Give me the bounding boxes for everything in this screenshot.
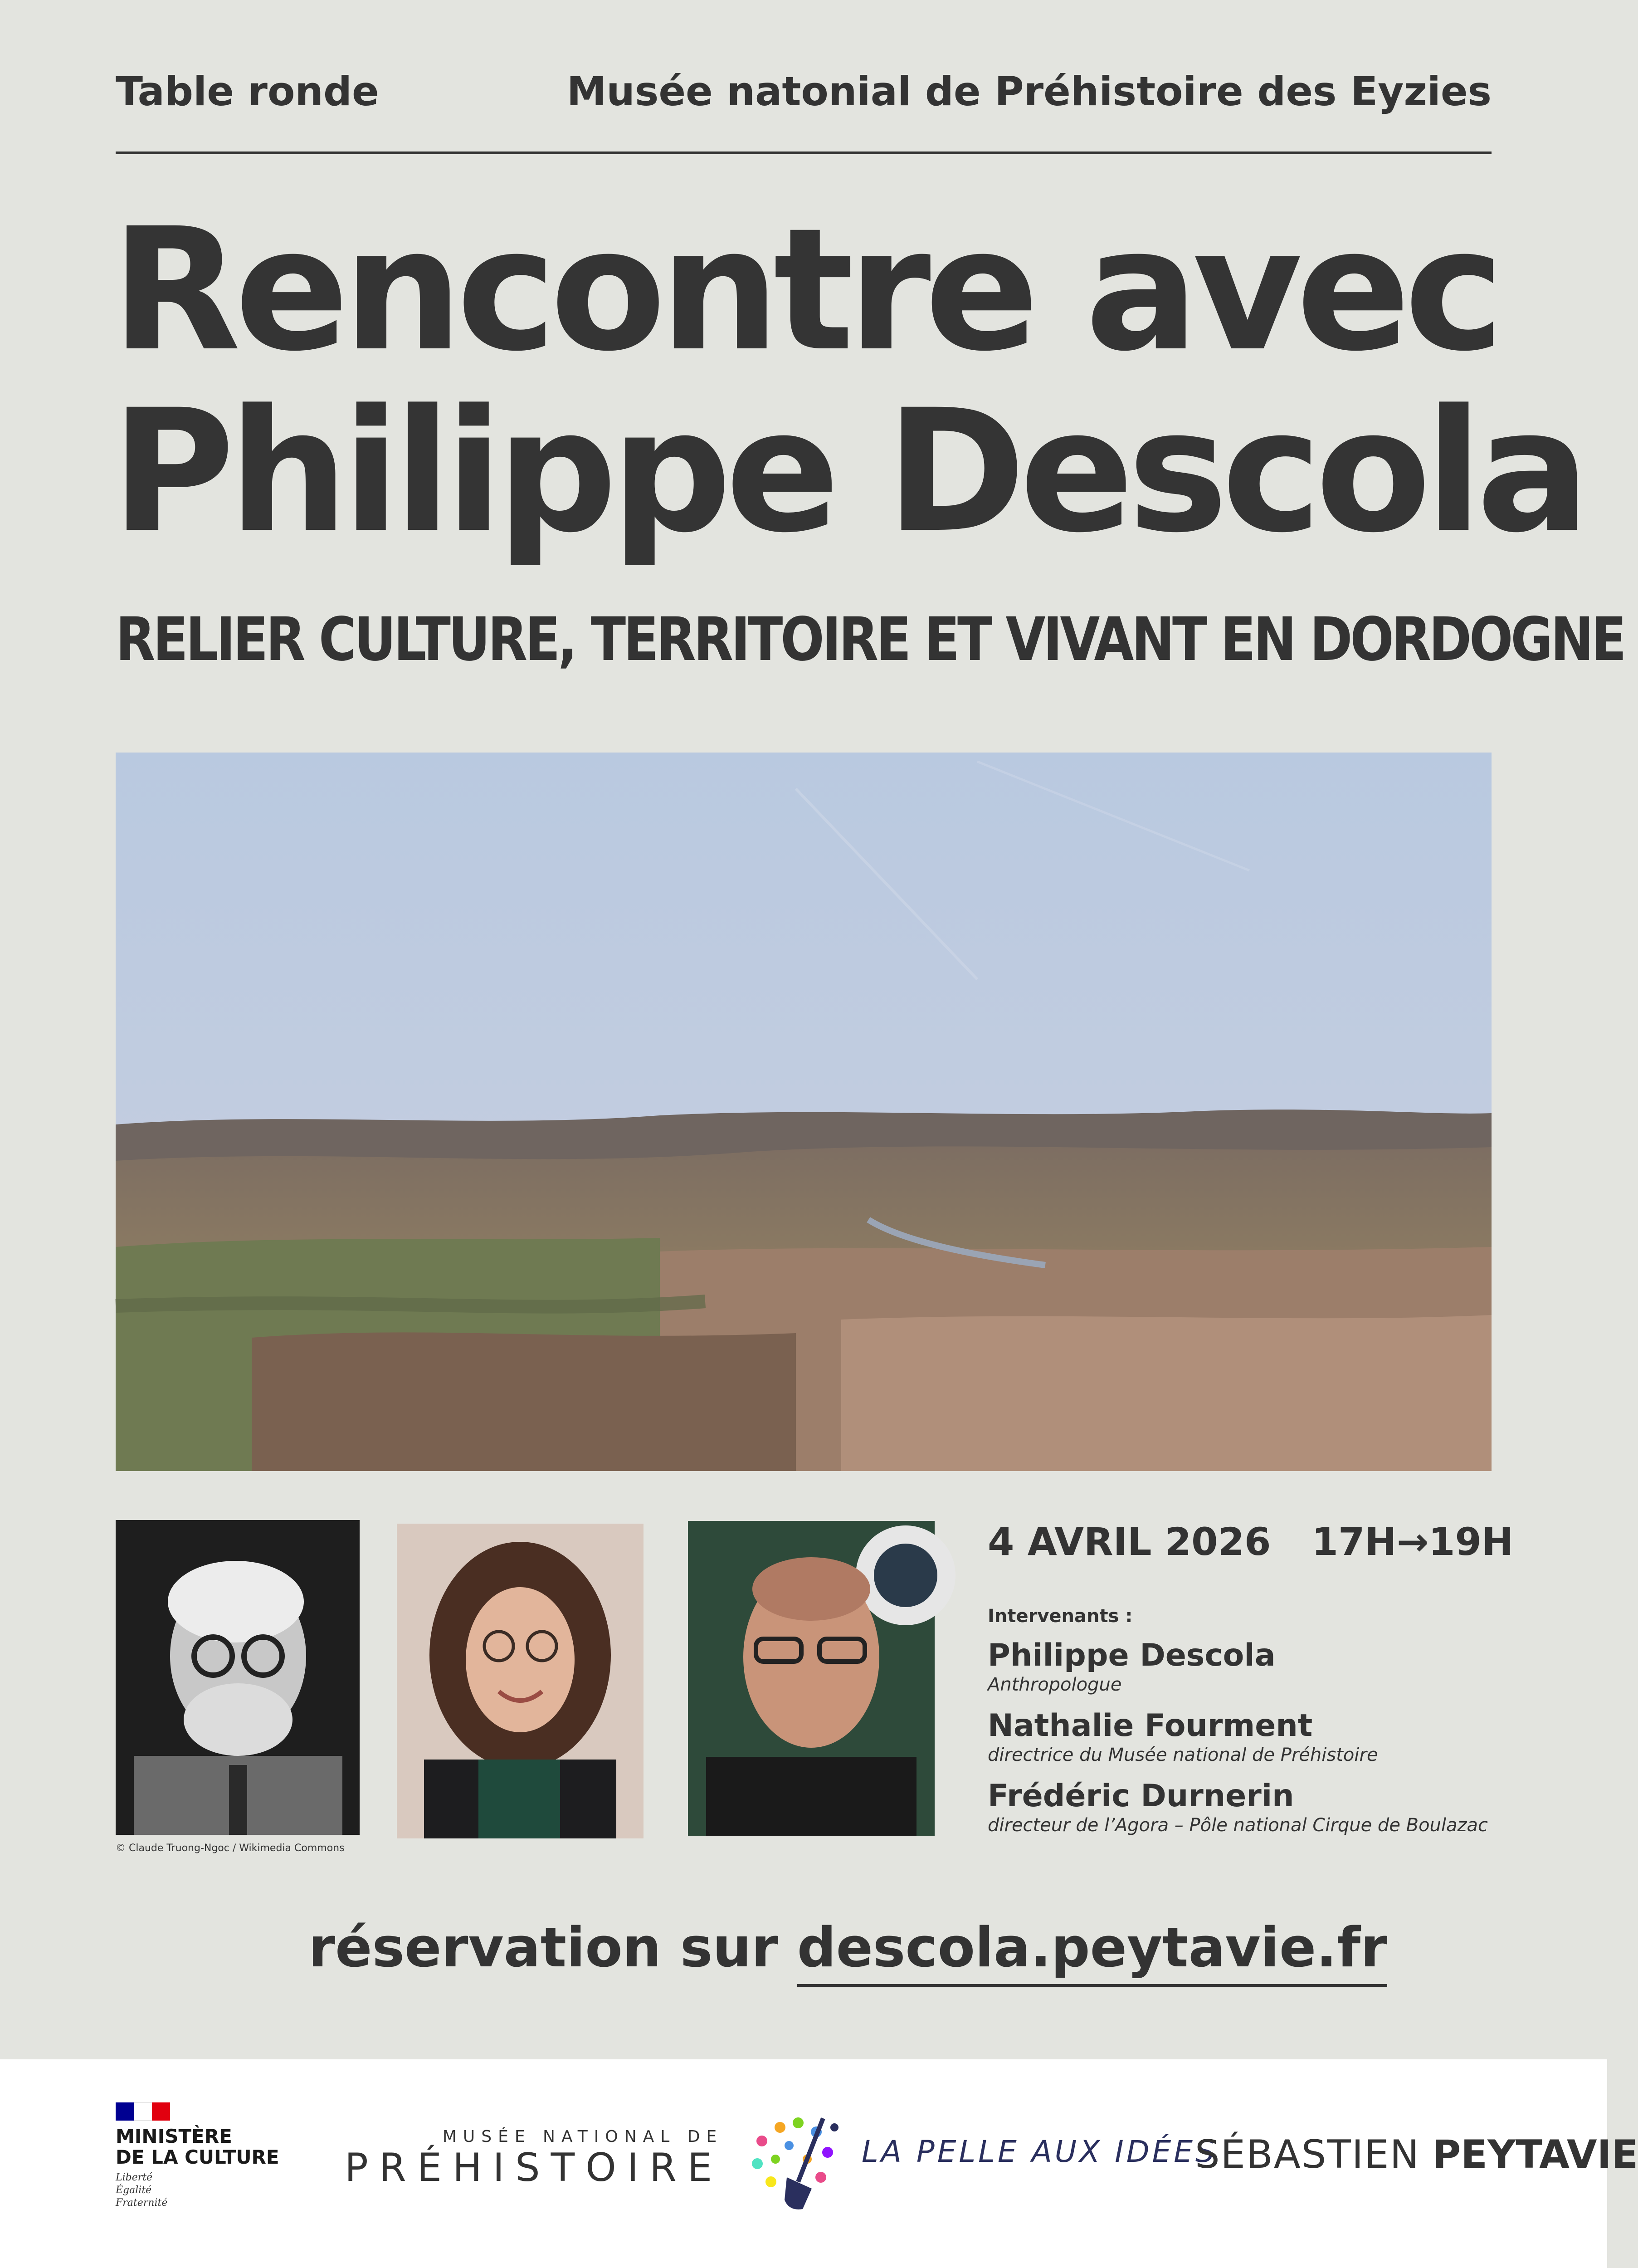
reservation-prefix: réservation sur (308, 1916, 778, 1980)
reservation-link[interactable]: descola.peytavie.fr (797, 1916, 1388, 1987)
musee-logo-small: MUSÉE NATIONAL DE (442, 2127, 723, 2146)
portrait-philippe-descola (116, 1520, 360, 1835)
title-line-2: Philippe Descola (111, 373, 1584, 570)
speaker-name: Nathalie Fourment (988, 1708, 1313, 1744)
shovel-confetti-icon (744, 2109, 843, 2218)
portrait-frederic-durnerin (688, 1521, 935, 1836)
musee-prehistoire-logo (345, 2127, 723, 2190)
speakers-label: Intervenants : (988, 1606, 1133, 1627)
landscape-illustration (116, 753, 1492, 1471)
peytavie-last: PEYTAVIE (1432, 2132, 1638, 2177)
ministere-motto: Liberté Égalité Fraternité (116, 2172, 168, 2209)
ministere-name: MINISTÈRE DE LA CULTURE (116, 2125, 279, 2168)
speaker-name: Frédéric Durnerin (988, 1778, 1294, 1814)
photo-credit: © Claude Truong-Ngoc / Wikimedia Commons (116, 1843, 345, 1854)
speaker-item (988, 1708, 1378, 1766)
portrait-nathalie-fourment (397, 1524, 644, 1838)
speaker-role: directeur de l’Agora – Pôle national Cirque de Boulazac (988, 1815, 1488, 1836)
speaker-name: Philippe Descola (988, 1637, 1276, 1673)
sebastien-peytavie-logo (1195, 2132, 1638, 2177)
venue: Musée natonial de Préhistoire des Eyzies (566, 68, 1492, 115)
french-flag-icon (116, 2102, 170, 2121)
event-date: 4 AVRIL 2026 (988, 1520, 1271, 1564)
speaker-role: Anthropologue (988, 1674, 1122, 1695)
page-title (111, 192, 1584, 570)
event-time: 17H→19H (1311, 1520, 1514, 1564)
event-type: Table ronde (116, 68, 379, 115)
speaker-role: directrice du Musée national de Préhistoire (988, 1745, 1378, 1765)
title-line-1: Rencontre avec (111, 192, 1498, 388)
ministere-culture-logo (116, 2102, 279, 2209)
speaker-item (988, 1778, 1488, 1836)
subtitle: RELIER CULTURE, TERRITOIRE ET VIVANT EN DORDOGNE (116, 605, 1624, 675)
reservation (308, 1916, 1387, 1980)
header-divider (116, 152, 1492, 154)
pelle-aux-idees-logo (744, 2109, 843, 2220)
musee-logo-big: PRÉHISTOIRE (345, 2145, 723, 2190)
speaker-item (988, 1637, 1276, 1696)
pelle-aux-idees-name: LA PELLE AUX IDÉES (862, 2134, 1217, 2169)
landscape-photo (116, 753, 1492, 1471)
peytavie-first: SÉBASTIEN (1195, 2132, 1420, 2177)
event-datetime (988, 1520, 1513, 1564)
